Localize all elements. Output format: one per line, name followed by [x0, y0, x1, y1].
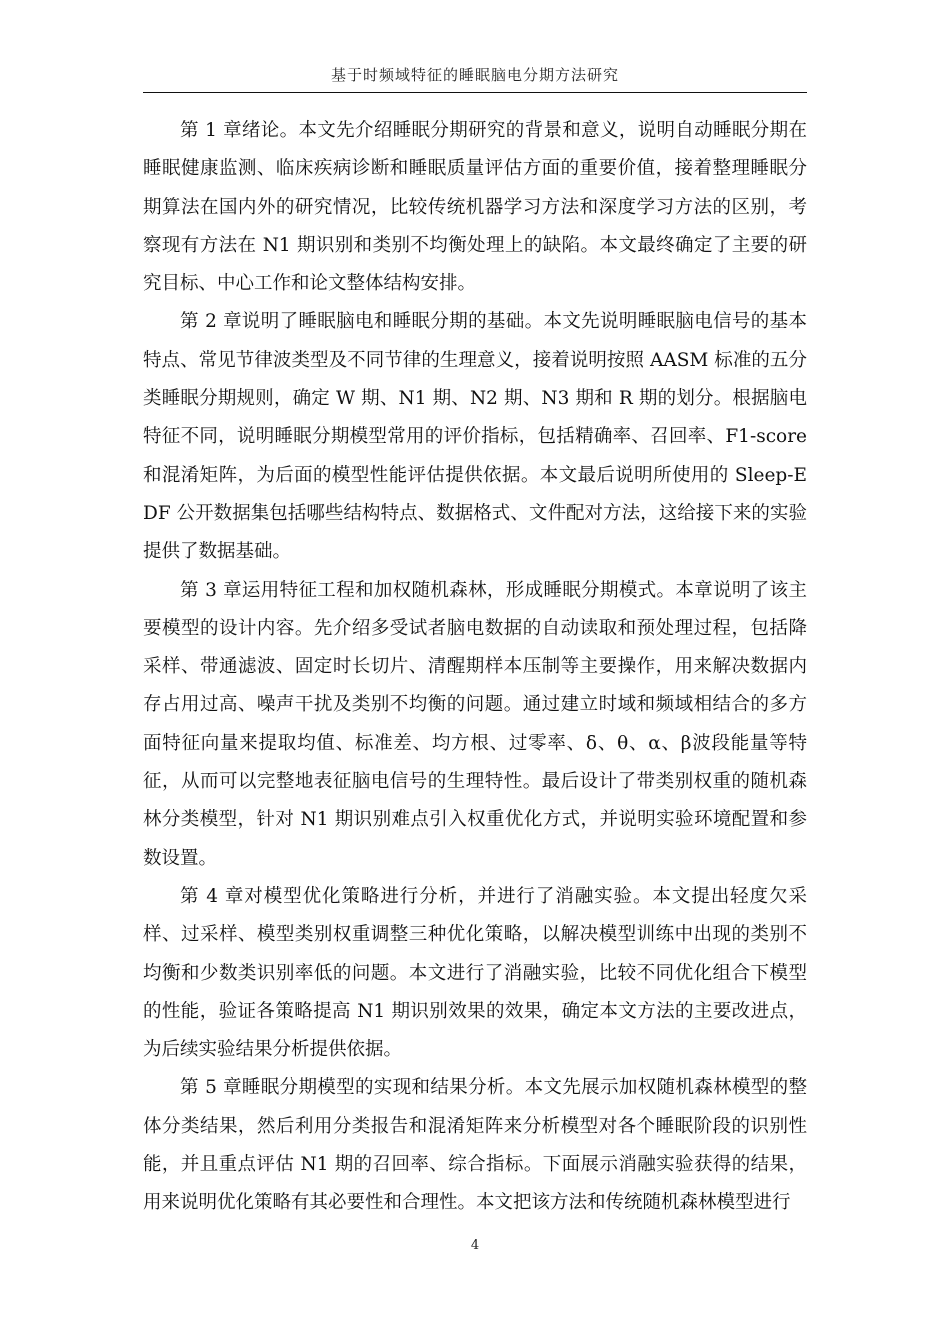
- body-text: [143, 112, 807, 1223]
- header-rule: [143, 92, 807, 93]
- paragraph-chapter-1: 第 1 章绪论。本文先介绍睡眠分期研究的背景和意义，说明自动睡眠分期在睡眠健康监测、临床疾病诊断和睡眠质量评估方面的重要价值，接着整理睡眠分期算法在国内外的研究情况，比较传统机器学习方法和深度学习方法的区别，考察现有方法在 N1 期识别和类别不均衡处理上的缺陷。本文最终确定了主要的研究目标、中心工作和论文整体结构安排。: [143, 120, 807, 295]
- paragraph-chapter-5: 第 5 章睡眠分期模型的实现和结果分析。本文先展示加权随机森林模型的整体分类结果，然后利用分类报告和混淆矩阵来分析模型对各个睡眠阶段的识别性能，并且重点评估 N1 期的召回率、综合指标。下面展示消融实验获得的结果，用来说明优化策略有其必要性和合理性。本文把该方法和传统随机森林模型进行: [143, 1077, 807, 1214]
- running-header: 基于时频域特征的睡眠脑电分期方法研究: [330, 66, 619, 84]
- page-number: 4: [470, 1238, 480, 1253]
- paragraph-chapter-4: 第 4 章对模型优化策略进行分析，并进行了消融实验。本文提出轻度欠采样、过采样、模型类别权重调整三种优化策略，以解决模型训练中出现的类别不均衡和少数类识别率低的问题。本文进行了消融实验，比较不同优化组合下模型的性能，验证各策略提高 N1 期识别效果的效果，确定本文方法的主要改进点，为后续实验结果分析提供依据。: [143, 885, 807, 1061]
- paragraph-chapter-2: 第 2 章说明了睡眠脑电和睡眠分期的基础。本文先说明睡眠脑电信号的基本特点、常见节律波类型及不同节律的生理意义，接着说明按照 AASM 标准的五分类睡眠分期规则，确定 W 期、N1 期、N2 期、N3 期和 R 期的划分。根据脑电特征不同，说明睡眠分期模型常用的评价指标，包括精确率、召回率、F1-score 和混淆矩阵，为后面的模型性能评估提供依据。本文最后说明所使用的 Sleep-EDF 公开数据集包括哪些结构特点、数据格式、文件配对方法，这给接下来的实验提供了数据基础。: [143, 311, 807, 563]
- paragraph-chapter-3: 第 3 章运用特征工程和加权随机森林，形成睡眠分期模式。本章说明了该主要模型的设计内容。先介绍多受试者脑电数据的自动读取和预处理过程，包括降采样、带通滤波、固定时长切片、清醒期样本压制等主要操作，用来解决数据内存占用过高、噪声干扰及类别不均衡的问题。通过建立时域和频域相结合的多方面特征向量来提取均值、标准差、均方根、过零率、δ、θ、α、β波段能量等特征，从而可以完整地表征脑电信号的生理特性。最后设计了带类别权重的随机森林分类模型，针对 N1 期识别难点引入权重优化方式，并说明实验环境配置和参数设置。: [143, 579, 807, 869]
